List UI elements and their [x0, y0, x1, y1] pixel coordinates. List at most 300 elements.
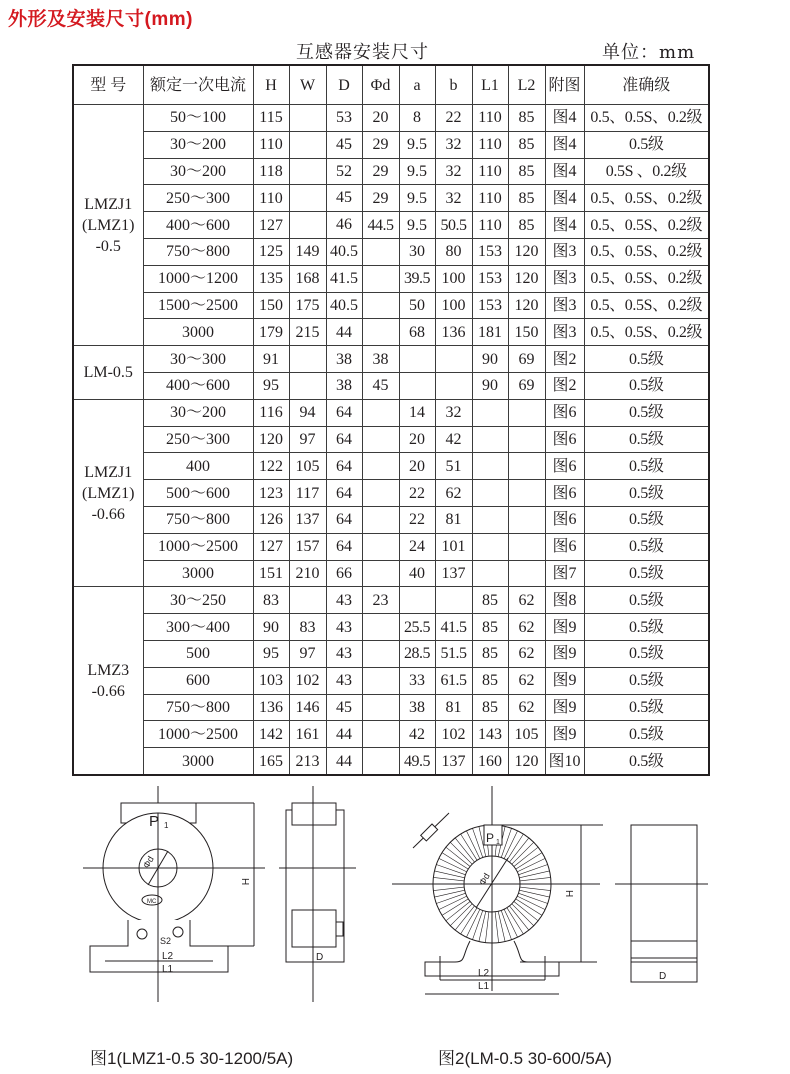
- cell-l2: [508, 533, 545, 560]
- cell-l1: 110: [472, 158, 508, 185]
- cell-accuracy: 0.5、0.5S、0.2级: [584, 105, 709, 132]
- cell-rated-current: 1000～1200: [143, 265, 253, 292]
- cell-l2: 62: [508, 667, 545, 694]
- cell-figure: 图4: [545, 131, 584, 158]
- cell-accuracy: 0.5级: [584, 587, 709, 614]
- cell-h: 123: [253, 480, 289, 507]
- cell-d: 43: [326, 640, 362, 667]
- cell-h: 83: [253, 587, 289, 614]
- cell-w: 149: [289, 238, 326, 265]
- cell-d: 44: [326, 319, 362, 346]
- cell-w: 137: [289, 506, 326, 533]
- cell-a: 9.5: [399, 185, 435, 212]
- cell-a: 20: [399, 453, 435, 480]
- cell-l1: 85: [472, 694, 508, 721]
- table-row: [73, 292, 709, 319]
- cell-b: 101: [435, 533, 472, 560]
- cell-h: 179: [253, 319, 289, 346]
- cell-accuracy: 0.5S 、0.2级: [584, 158, 709, 185]
- cell-b: 100: [435, 265, 472, 292]
- table-row: [73, 560, 709, 587]
- cell-rated-current: 3000: [143, 319, 253, 346]
- model-line: LM-0.5: [83, 363, 133, 381]
- cell-l1: 110: [472, 105, 508, 132]
- cell-a: 25.5: [399, 614, 435, 641]
- cell-w: 146: [289, 694, 326, 721]
- cell-w: [289, 131, 326, 158]
- cell-phi-d: [362, 721, 399, 748]
- cell-accuracy: 0.5级: [584, 131, 709, 158]
- table-row: [73, 185, 709, 212]
- cell-b: 32: [435, 185, 472, 212]
- header-h: H: [253, 65, 289, 105]
- cell-accuracy: 0.5级: [584, 640, 709, 667]
- cell-a: 49.5: [399, 748, 435, 775]
- table-row: [73, 238, 709, 265]
- cell-phi-d: [362, 667, 399, 694]
- cell-rated-current: 30～200: [143, 399, 253, 426]
- cell-h: 95: [253, 372, 289, 399]
- fig1-h-label: H: [239, 878, 250, 886]
- cell-phi-d: [362, 426, 399, 453]
- cell-h: 135: [253, 265, 289, 292]
- cell-w: 175: [289, 292, 326, 319]
- table-row: [73, 533, 709, 560]
- cell-b: 32: [435, 399, 472, 426]
- fig1-logo-label: MC: [147, 899, 157, 905]
- cell-w: 94: [289, 399, 326, 426]
- fig1-p-sub-label: 1: [164, 821, 169, 830]
- cell-a: 22: [399, 480, 435, 507]
- base-stand: [90, 920, 228, 972]
- cell-h: 150: [253, 292, 289, 319]
- fig1-l1-label: L1: [162, 964, 174, 975]
- header-model: 型 号: [73, 65, 143, 105]
- cell-phi-d: 38: [362, 346, 399, 373]
- cell-b: 50.5: [435, 212, 472, 239]
- cell-rated-current: 30～300: [143, 346, 253, 373]
- cell-l1: [472, 506, 508, 533]
- cell-l2: 85: [508, 105, 545, 132]
- cell-figure: 图4: [545, 158, 584, 185]
- cell-rated-current: 600: [143, 667, 253, 694]
- cell-d: 53: [326, 105, 362, 132]
- cell-d: 43: [326, 667, 362, 694]
- table-row: [73, 587, 709, 614]
- cell-l2: 69: [508, 372, 545, 399]
- table-row: [73, 158, 709, 185]
- cell-l1: 153: [472, 238, 508, 265]
- cell-figure: 图6: [545, 453, 584, 480]
- figure-2-side-view: [615, 825, 708, 982]
- cell-phi-d: 44.5: [362, 212, 399, 239]
- fig2-l1-label: L1: [478, 981, 490, 992]
- cell-rated-current: 30～200: [143, 158, 253, 185]
- cell-a: 50: [399, 292, 435, 319]
- cell-h: 126: [253, 506, 289, 533]
- cell-a: [399, 587, 435, 614]
- cell-l2: 62: [508, 614, 545, 641]
- cell-phi-d: [362, 614, 399, 641]
- cell-a: 9.5: [399, 158, 435, 185]
- cell-figure: 图4: [545, 105, 584, 132]
- cell-d: 64: [326, 480, 362, 507]
- cell-h: 142: [253, 721, 289, 748]
- cell-b: 62: [435, 480, 472, 507]
- cell-l1: 85: [472, 667, 508, 694]
- cell-model: [73, 587, 143, 775]
- cell-b: 51: [435, 453, 472, 480]
- table-row: [73, 506, 709, 533]
- cell-w: 168: [289, 265, 326, 292]
- cell-l2: 69: [508, 346, 545, 373]
- cell-accuracy: 0.5级: [584, 533, 709, 560]
- cell-h: 125: [253, 238, 289, 265]
- cell-l1: 153: [472, 265, 508, 292]
- cell-w: 97: [289, 426, 326, 453]
- cell-w: 210: [289, 560, 326, 587]
- cell-h: 118: [253, 158, 289, 185]
- cell-l2: [508, 426, 545, 453]
- cell-figure: 图10: [545, 748, 584, 775]
- cell-h: 90: [253, 614, 289, 641]
- cell-accuracy: 0.5、0.5S、0.2级: [584, 238, 709, 265]
- cell-d: 41.5: [326, 265, 362, 292]
- cell-figure: 图9: [545, 614, 584, 641]
- cell-l2: [508, 506, 545, 533]
- header-w: W: [289, 65, 326, 105]
- cell-d: 52: [326, 158, 362, 185]
- table-row: [73, 372, 709, 399]
- cell-l1: 181: [472, 319, 508, 346]
- cell-figure: 图6: [545, 426, 584, 453]
- unit-label: 单位：mm: [602, 42, 696, 63]
- cell-d: 64: [326, 533, 362, 560]
- cell-figure: 图2: [545, 372, 584, 399]
- cell-model: [73, 105, 143, 346]
- cell-phi-d: [362, 292, 399, 319]
- bolt-icon: [421, 824, 438, 841]
- cell-rated-current: 1500～2500: [143, 292, 253, 319]
- header-rated-current: 额定一次电流: [143, 65, 253, 105]
- cell-l1: [472, 399, 508, 426]
- cell-a: 42: [399, 721, 435, 748]
- cell-l1: [472, 426, 508, 453]
- cell-w: [289, 158, 326, 185]
- cell-accuracy: 0.5级: [584, 667, 709, 694]
- cell-a: 40: [399, 560, 435, 587]
- cell-b: [435, 372, 472, 399]
- cell-figure: 图6: [545, 480, 584, 507]
- fig2-l2-label: L2: [478, 968, 490, 979]
- side-top-block: [292, 803, 336, 825]
- cell-d: 45: [326, 694, 362, 721]
- cell-rated-current: 300～400: [143, 614, 253, 641]
- cell-l2: 62: [508, 694, 545, 721]
- cell-phi-d: [362, 265, 399, 292]
- cell-a: 33: [399, 667, 435, 694]
- cell-l1: 153: [472, 292, 508, 319]
- cell-b: 136: [435, 319, 472, 346]
- cell-w: 102: [289, 667, 326, 694]
- cell-figure: 图9: [545, 721, 584, 748]
- cell-figure: 图4: [545, 212, 584, 239]
- cell-figure: 图7: [545, 560, 584, 587]
- cell-a: 39.5: [399, 265, 435, 292]
- cell-w: 213: [289, 748, 326, 775]
- cell-b: 51.5: [435, 640, 472, 667]
- fig2-h-label: H: [563, 890, 574, 898]
- table-row: [73, 748, 709, 775]
- cell-a: 9.5: [399, 212, 435, 239]
- cell-d: 64: [326, 506, 362, 533]
- cell-w: 117: [289, 480, 326, 507]
- cell-b: 61.5: [435, 667, 472, 694]
- cell-l1: [472, 560, 508, 587]
- cell-phi-d: [362, 453, 399, 480]
- cell-d: 40.5: [326, 238, 362, 265]
- cell-rated-current: 3000: [143, 748, 253, 775]
- cell-model: [73, 399, 143, 587]
- cell-h: 91: [253, 346, 289, 373]
- model-line: -0.66: [91, 682, 125, 700]
- cell-l1: 90: [472, 372, 508, 399]
- cell-w: [289, 185, 326, 212]
- cell-figure: 图2: [545, 346, 584, 373]
- page-heading: 外形及安装尺寸(mm): [8, 9, 193, 30]
- cell-phi-d: [362, 640, 399, 667]
- table-body: [73, 105, 709, 775]
- figures-drawing: [0, 786, 790, 1026]
- cell-rated-current: 3000: [143, 560, 253, 587]
- cell-l1: 110: [472, 131, 508, 158]
- cell-a: [399, 372, 435, 399]
- cell-phi-d: [362, 533, 399, 560]
- cell-l1: 85: [472, 614, 508, 641]
- model-line: LMZJ1: [84, 195, 133, 213]
- cell-phi-d: [362, 319, 399, 346]
- cell-accuracy: 0.5级: [584, 721, 709, 748]
- table-row: [73, 399, 709, 426]
- cell-accuracy: 0.5级: [584, 399, 709, 426]
- cell-h: 136: [253, 694, 289, 721]
- cell-d: 45: [326, 131, 362, 158]
- side-bottom-block: [292, 910, 336, 947]
- cell-l2: [508, 399, 545, 426]
- cell-l1: 143: [472, 721, 508, 748]
- cell-rated-current: 1000～2500: [143, 721, 253, 748]
- cell-figure: 图3: [545, 265, 584, 292]
- cell-b: 100: [435, 292, 472, 319]
- cell-w: [289, 372, 326, 399]
- cell-phi-d: [362, 560, 399, 587]
- cell-l1: 90: [472, 346, 508, 373]
- cell-figure: 图6: [545, 399, 584, 426]
- cell-phi-d: [362, 748, 399, 775]
- table-row: [73, 480, 709, 507]
- cell-h: 115: [253, 105, 289, 132]
- cell-b: 80: [435, 238, 472, 265]
- cell-l1: [472, 533, 508, 560]
- table-row: [73, 614, 709, 641]
- cell-accuracy: 0.5级: [584, 614, 709, 641]
- cell-l2: 105: [508, 721, 545, 748]
- cell-w: [289, 105, 326, 132]
- cell-phi-d: 45: [362, 372, 399, 399]
- cell-phi-d: [362, 480, 399, 507]
- cell-accuracy: 0.5、0.5S、0.2级: [584, 292, 709, 319]
- cell-b: 102: [435, 721, 472, 748]
- cell-rated-current: 400～600: [143, 212, 253, 239]
- cell-rated-current: 750～800: [143, 238, 253, 265]
- cell-figure: 图9: [545, 694, 584, 721]
- cell-d: 38: [326, 346, 362, 373]
- cell-d: 66: [326, 560, 362, 587]
- cell-b: 81: [435, 694, 472, 721]
- cell-h: 151: [253, 560, 289, 587]
- cell-d: 40.5: [326, 292, 362, 319]
- cell-phi-d: 20: [362, 105, 399, 132]
- cell-rated-current: 500～600: [143, 480, 253, 507]
- side-terminal: [336, 922, 343, 936]
- table-row: [73, 667, 709, 694]
- cell-d: 45: [326, 185, 362, 212]
- cell-w: 97: [289, 640, 326, 667]
- cell-h: 103: [253, 667, 289, 694]
- cell-l2: 120: [508, 292, 545, 319]
- cell-a: 22: [399, 506, 435, 533]
- table-row: [73, 212, 709, 239]
- cell-rated-current: 30～200: [143, 131, 253, 158]
- cell-d: 43: [326, 614, 362, 641]
- cell-a: 28.5: [399, 640, 435, 667]
- cell-accuracy: 0.5级: [584, 506, 709, 533]
- cell-l2: 150: [508, 319, 545, 346]
- header-accuracy: 准确级: [584, 65, 709, 105]
- cell-a: 68: [399, 319, 435, 346]
- cell-figure: 图6: [545, 533, 584, 560]
- model-line: LMZJ1: [84, 463, 133, 481]
- cell-rated-current: 400: [143, 453, 253, 480]
- cell-h: 116: [253, 399, 289, 426]
- cell-b: [435, 587, 472, 614]
- table-header-row: [73, 65, 709, 105]
- header-l1: L1: [472, 65, 508, 105]
- cell-figure: 图3: [545, 292, 584, 319]
- cell-b: 137: [435, 748, 472, 775]
- header-figure: 附图: [545, 65, 584, 105]
- cell-rated-current: 750～800: [143, 506, 253, 533]
- cell-l2: [508, 560, 545, 587]
- cell-d: 43: [326, 587, 362, 614]
- cell-figure: 图4: [545, 185, 584, 212]
- header-b: b: [435, 65, 472, 105]
- cell-a: 30: [399, 238, 435, 265]
- cell-a: [399, 346, 435, 373]
- cell-phi-d: [362, 238, 399, 265]
- cell-figure: 图9: [545, 640, 584, 667]
- cell-l2: 120: [508, 748, 545, 775]
- cell-b: 22: [435, 105, 472, 132]
- header-l2: L2: [508, 65, 545, 105]
- cell-accuracy: 0.5级: [584, 346, 709, 373]
- cell-phi-d: 29: [362, 158, 399, 185]
- cell-l2: 120: [508, 238, 545, 265]
- cell-l2: 120: [508, 265, 545, 292]
- cell-h: 110: [253, 131, 289, 158]
- cell-d: 64: [326, 453, 362, 480]
- cell-a: 20: [399, 426, 435, 453]
- figure-1-side-view: [279, 786, 356, 1002]
- cell-l1: 160: [472, 748, 508, 775]
- table-row: [73, 694, 709, 721]
- cell-h: 165: [253, 748, 289, 775]
- fig1-p-label: P: [149, 813, 160, 830]
- cell-h: 120: [253, 426, 289, 453]
- cell-l1: [472, 453, 508, 480]
- figure-1-caption: 图1(LMZ1-0.5 30-1200/5A): [90, 1049, 294, 1068]
- cell-a: 8: [399, 105, 435, 132]
- cell-rated-current: 250～300: [143, 185, 253, 212]
- dimensions-table: [72, 64, 710, 776]
- cell-w: [289, 212, 326, 239]
- cell-w: [289, 346, 326, 373]
- cell-accuracy: 0.5级: [584, 748, 709, 775]
- cell-b: 32: [435, 131, 472, 158]
- fig2-phi-d-label: Φd: [477, 871, 492, 887]
- cell-l2: 85: [508, 158, 545, 185]
- table-row: [73, 721, 709, 748]
- cell-d: 64: [326, 426, 362, 453]
- table-row: [73, 265, 709, 292]
- table-row: [73, 640, 709, 667]
- model-line: (LMZ1): [82, 484, 135, 502]
- cell-accuracy: 0.5级: [584, 426, 709, 453]
- table-row: [73, 105, 709, 132]
- cell-l2: [508, 453, 545, 480]
- cell-rated-current: 500: [143, 640, 253, 667]
- fig1-l2-label: L2: [162, 951, 174, 962]
- fig1-s2-label: S2: [160, 936, 172, 946]
- cell-l2: 62: [508, 587, 545, 614]
- cell-b: 32: [435, 158, 472, 185]
- cell-h: 95: [253, 640, 289, 667]
- cell-phi-d: [362, 694, 399, 721]
- cell-rated-current: 30～250: [143, 587, 253, 614]
- cell-h: 122: [253, 453, 289, 480]
- cell-h: 127: [253, 533, 289, 560]
- header-a: a: [399, 65, 435, 105]
- cell-accuracy: 0.5级: [584, 694, 709, 721]
- table-row: [73, 131, 709, 158]
- cell-accuracy: 0.5级: [584, 453, 709, 480]
- cell-d: 44: [326, 748, 362, 775]
- cell-h: 110: [253, 185, 289, 212]
- cell-accuracy: 0.5级: [584, 560, 709, 587]
- cell-w: 83: [289, 614, 326, 641]
- cell-b: 137: [435, 560, 472, 587]
- cell-rated-current: 1000～2500: [143, 533, 253, 560]
- cell-phi-d: [362, 506, 399, 533]
- cell-a: 14: [399, 399, 435, 426]
- cell-rated-current: 400～600: [143, 372, 253, 399]
- header-d: D: [326, 65, 362, 105]
- fig1-d-label: D: [316, 952, 324, 963]
- cell-phi-d: [362, 399, 399, 426]
- cell-accuracy: 0.5、0.5S、0.2级: [584, 319, 709, 346]
- cell-accuracy: 0.5级: [584, 480, 709, 507]
- cell-a: 9.5: [399, 131, 435, 158]
